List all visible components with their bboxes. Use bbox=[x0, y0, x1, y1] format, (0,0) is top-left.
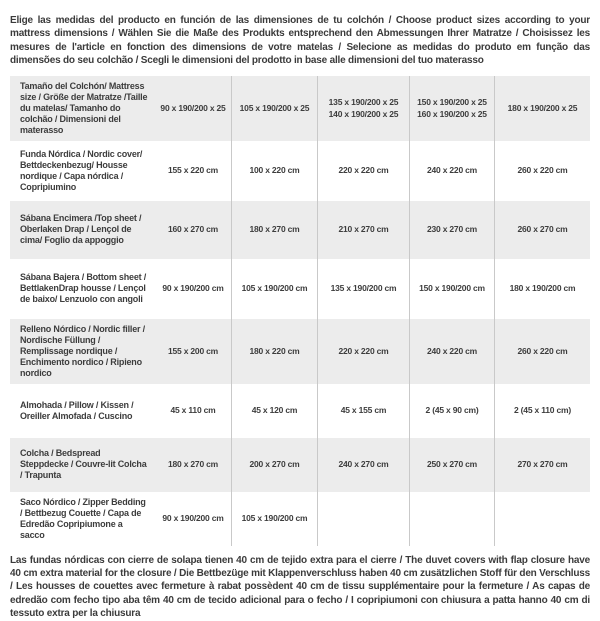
size-cell bbox=[410, 492, 495, 546]
size-value: 240 x 270 cm bbox=[338, 459, 389, 470]
row-label: Saco Nórdico / Zipper Bedding / Bettbezug Couette / Capa de Edredão Copripiumone a sacco bbox=[20, 496, 146, 540]
size-value: 105 x 190/200 x 25 bbox=[239, 102, 310, 113]
size-cell bbox=[318, 492, 410, 546]
size-cell bbox=[155, 259, 232, 319]
size-value: 260 x 220 cm bbox=[517, 165, 568, 176]
size-table bbox=[10, 76, 590, 546]
size-cell bbox=[232, 76, 318, 141]
size-value: 240 x 220 cm bbox=[426, 345, 478, 356]
size-cell bbox=[155, 492, 232, 546]
size-cell bbox=[232, 384, 318, 438]
size-cell bbox=[410, 201, 495, 259]
size-value: 45 x 110 cm bbox=[170, 405, 216, 416]
size-value: 230 x 270 cm bbox=[426, 224, 478, 235]
size-value: 180 x 270 cm bbox=[249, 224, 300, 235]
row-label: Tamaño del Colchón/ Mattress size / Größe der Matratze /Taille du matelas/ Tamanho do colchão / Dimensioni del materasso bbox=[20, 80, 148, 135]
size-cell bbox=[232, 492, 318, 546]
size-cell bbox=[495, 141, 590, 201]
size-cell bbox=[495, 438, 590, 492]
size-cell bbox=[318, 76, 410, 141]
size-cell bbox=[410, 76, 495, 141]
size-cell bbox=[155, 201, 232, 259]
size-cell bbox=[410, 384, 495, 438]
size-cell bbox=[495, 201, 590, 259]
table-row bbox=[10, 319, 590, 384]
size-value: 200 x 270 cm bbox=[249, 459, 300, 470]
size-cell bbox=[410, 259, 495, 319]
row-label: Relleno Nórdico / Nordic filler / Nordische Füllung / Remplissage nordique / Enchimento nordico / Ripieno nordico bbox=[20, 323, 145, 378]
size-value: 260 x 220 cm bbox=[517, 345, 568, 356]
size-cell bbox=[155, 319, 232, 384]
size-value: 90 x 190/200 cm bbox=[162, 513, 224, 524]
size-value: 180 x 190/200 cm bbox=[509, 283, 576, 294]
size-cell bbox=[410, 141, 495, 201]
size-value: 90 x 190/200 x 25 bbox=[160, 102, 226, 113]
size-value: 250 x 270 cm bbox=[426, 459, 478, 470]
size-value: 180 x 270 cm bbox=[167, 459, 219, 470]
size-value: 90 x 190/200 cm bbox=[162, 283, 224, 294]
size-value: 160 x 270 cm bbox=[167, 224, 219, 235]
size-value: 135 x 190/200 x 25 bbox=[328, 96, 399, 107]
table-row bbox=[10, 141, 590, 201]
row-label: Sábana Encimera /Top sheet / Oberlaken Drap / Lençol de cima/ Foglio da appoggio bbox=[20, 213, 142, 246]
size-value: 180 x 190/200 x 25 bbox=[507, 102, 578, 113]
size-cell bbox=[410, 319, 495, 384]
size-cell bbox=[318, 201, 410, 259]
size-value: 150 x 190/200 cm bbox=[419, 283, 485, 294]
size-cell bbox=[318, 259, 410, 319]
size-value: 155 x 200 cm bbox=[167, 345, 219, 356]
size-cell bbox=[318, 141, 410, 201]
table-row bbox=[10, 76, 590, 141]
size-cell bbox=[155, 384, 232, 438]
size-value: 155 x 220 cm bbox=[167, 165, 219, 176]
size-value: 270 x 270 cm bbox=[517, 459, 568, 470]
size-cell bbox=[410, 438, 495, 492]
row-label: Colcha / Bedspread Steppdecke / Couvre-lit Colcha / Trapunta bbox=[20, 448, 147, 481]
size-cell bbox=[495, 384, 590, 438]
size-cell bbox=[232, 141, 318, 201]
size-value: 180 x 220 cm bbox=[249, 345, 300, 356]
size-cell bbox=[318, 319, 410, 384]
header-instructions: Elige las medidas del producto en función de las dimensiones de tu colchón / Choose product sizes according to your mattress dimensions / Wählen Sie die Maße des Produkts entsprechend den Abmessungen Ihrer Matratze / Choisissez les mesures de l'article en fonction des dimensions de votre matelas / Selecione as medidas do produto em função das dimensões do seu colchão / Scegli le dimensioni del prodotto in base alle dimensioni del tuo materasso bbox=[10, 15, 590, 67]
size-value: 2 (45 x 90 cm) bbox=[425, 405, 479, 416]
table-row bbox=[10, 201, 590, 259]
table-row bbox=[10, 492, 590, 546]
size-cell bbox=[232, 319, 318, 384]
size-cell bbox=[155, 438, 232, 492]
size-cell bbox=[232, 201, 318, 259]
table-row bbox=[10, 384, 590, 438]
size-cell bbox=[232, 438, 318, 492]
size-cell bbox=[232, 259, 318, 319]
size-value: 260 x 270 cm bbox=[517, 224, 568, 235]
size-value: 105 x 190/200 cm bbox=[241, 513, 308, 524]
size-cell bbox=[495, 492, 590, 546]
table-row bbox=[10, 438, 590, 492]
size-value: 210 x 270 cm bbox=[338, 224, 389, 235]
size-value: 220 x 220 cm bbox=[338, 165, 389, 176]
size-value: 240 x 220 cm bbox=[426, 165, 478, 176]
size-cell bbox=[318, 438, 410, 492]
table-row bbox=[10, 259, 590, 319]
row-label: Sábana Bajera / Bottom sheet / BettlakenDrap housse / Lençol de baixo/ Lenzuolo con angoli bbox=[20, 272, 147, 305]
size-value: 105 x 190/200 cm bbox=[241, 283, 308, 294]
size-cell bbox=[495, 319, 590, 384]
row-label: Funda Nórdica / Nordic cover/ Bettdeckenbezug/ Housse nordique / Capa nórdica / Copripiumino bbox=[20, 148, 143, 192]
size-value: 45 x 120 cm bbox=[251, 405, 298, 416]
size-value: 45 x 155 cm bbox=[340, 405, 387, 416]
size-cell bbox=[318, 384, 410, 438]
size-value: 220 x 220 cm bbox=[338, 345, 389, 356]
footer-note: Las fundas nórdicas con cierre de solapa tienen 40 cm de tejido extra para el cierre / The duvet covers with flap closure have 40 cm extra material for the closure / Die Bettbezüge mit Klappenverschluss haben 40 cm zusätzlichen Stoff für den Verschluss / Les housses de couettes avec fermeture à rabat possèdent 40 cm de tissu supplémentaire pour la fermeture / As capas de edredão com fecho tipo aba têm 40 cm de tecido adicional para o fecho / I copripiumoni con chiusura a patta hanno 40 cm di tessuto extra per la chiusura bbox=[10, 554, 590, 620]
size-cell bbox=[495, 76, 590, 141]
row-label: Almohada / Pillow / Kissen / Oreiller Almofada / Cuscino bbox=[20, 399, 134, 421]
size-value: 150 x 190/200 x 25 bbox=[417, 96, 487, 107]
size-value: 135 x 190/200 cm bbox=[330, 283, 397, 294]
size-value: 140 x 190/200 x 25 bbox=[328, 109, 399, 120]
size-value: 100 x 220 cm bbox=[249, 165, 300, 176]
size-value: 160 x 190/200 x 25 bbox=[417, 109, 487, 120]
size-value: 2 (45 x 110 cm) bbox=[513, 405, 571, 416]
size-cell bbox=[155, 76, 232, 141]
size-cell bbox=[495, 259, 590, 319]
size-cell bbox=[155, 141, 232, 201]
